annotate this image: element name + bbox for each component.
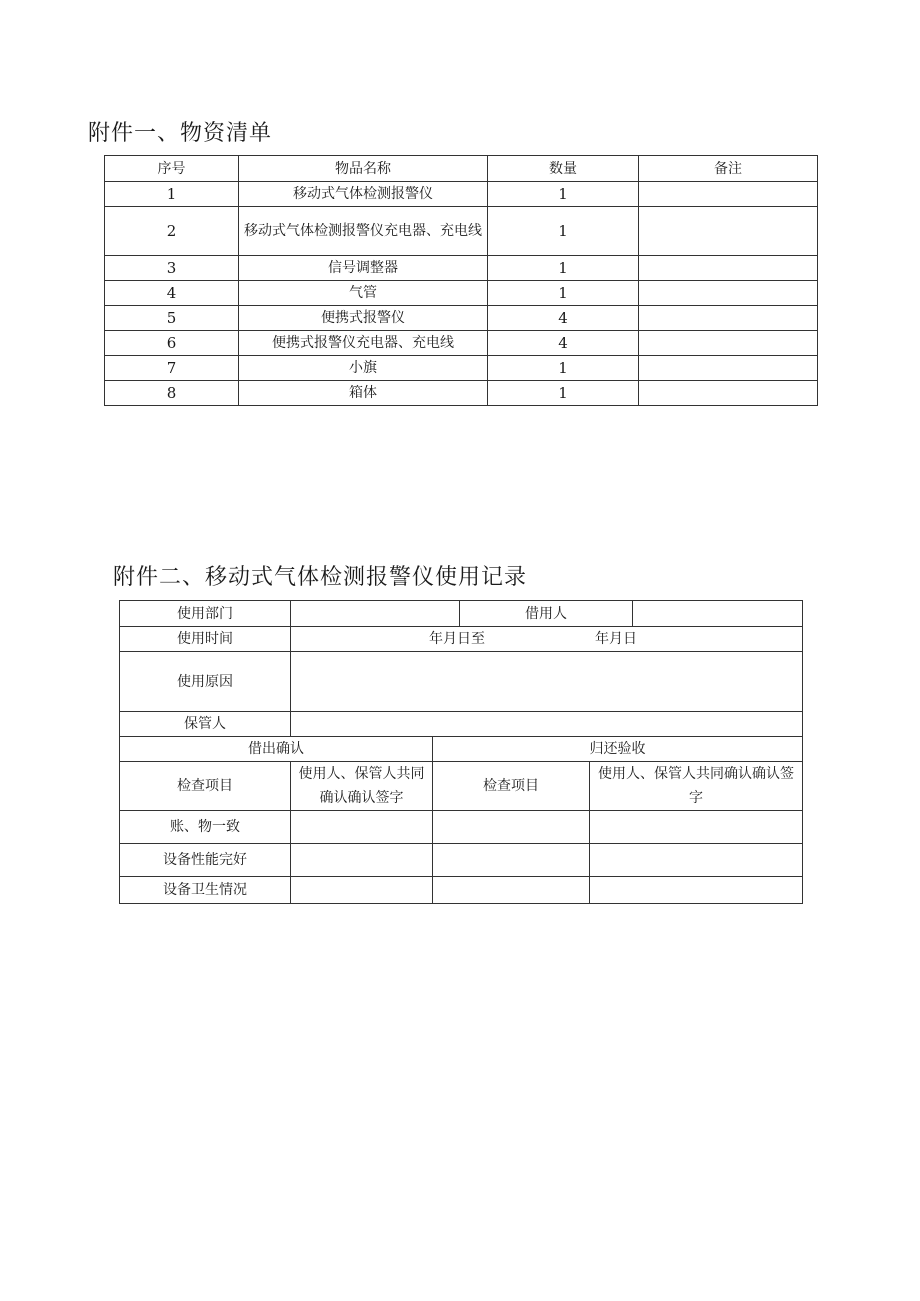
return-check-header: 归还验收: [433, 737, 803, 762]
row-qty: 1: [488, 182, 639, 207]
table-row: [105, 331, 818, 356]
check-cell-right[interactable]: [433, 844, 590, 877]
page-title-attachment-1: 附件一、物资清单: [88, 121, 273, 146]
check-row: [120, 844, 803, 877]
table-header-row: [105, 156, 818, 182]
row-qty: 1: [488, 207, 639, 256]
sign-cell-left[interactable]: [291, 844, 433, 877]
row-no: 1: [105, 182, 239, 207]
dept-row: [120, 601, 803, 627]
row-note[interactable]: [639, 331, 818, 356]
table-row: [105, 281, 818, 306]
sign-header-right: 使用人、保管人共同确认确认签字: [590, 762, 803, 811]
time-row: [120, 627, 803, 652]
header-note: 备注: [639, 156, 818, 182]
sign-cell-left[interactable]: [291, 811, 433, 844]
check-item-header-right: 检查项目: [433, 762, 590, 811]
material-list-table: [104, 155, 818, 406]
row-name: 信号调整器: [239, 256, 488, 281]
check-item: 账、物一致: [120, 811, 291, 844]
row-name: 便携式报警仪: [239, 306, 488, 331]
row-no: 2: [105, 207, 239, 256]
time-label: 使用时间: [120, 627, 291, 652]
table-row: [105, 356, 818, 381]
header-no: 序号: [105, 156, 239, 182]
row-no: 5: [105, 306, 239, 331]
row-no: 8: [105, 381, 239, 406]
sign-cell-right[interactable]: [590, 844, 803, 877]
lend-confirm-header: 借出确认: [120, 737, 433, 762]
sign-cell-right[interactable]: [590, 877, 803, 904]
check-item: 设备卫生情况: [120, 877, 291, 904]
time-value[interactable]: [291, 627, 803, 652]
table-row: [105, 182, 818, 207]
header-qty: 数量: [488, 156, 639, 182]
keeper-value[interactable]: [291, 712, 803, 737]
row-note[interactable]: [639, 182, 818, 207]
check-row: [120, 811, 803, 844]
check-row: [120, 877, 803, 904]
keeper-label: 保管人: [120, 712, 291, 737]
check-item: 设备性能完好: [120, 844, 291, 877]
row-qty: 1: [488, 381, 639, 406]
sign-header-left: 使用人、保管人共同确认确认签字: [291, 762, 433, 811]
header-name: 物品名称: [239, 156, 488, 182]
row-qty: 4: [488, 306, 639, 331]
row-qty: 1: [488, 256, 639, 281]
row-no: 3: [105, 256, 239, 281]
reason-label: 使用原因: [120, 652, 291, 712]
row-note[interactable]: [639, 281, 818, 306]
row-no: 4: [105, 281, 239, 306]
confirm-header-row: [120, 737, 803, 762]
row-no: 7: [105, 356, 239, 381]
check-cell-right[interactable]: [433, 811, 590, 844]
check-header-row: [120, 762, 803, 811]
row-note[interactable]: [639, 381, 818, 406]
dept-label: 使用部门: [120, 601, 291, 627]
row-name: 气管: [239, 281, 488, 306]
row-name: 小旗: [239, 356, 488, 381]
row-note[interactable]: [639, 256, 818, 281]
check-item-header-left: 检查项目: [120, 762, 291, 811]
row-qty: 1: [488, 281, 639, 306]
sign-cell-right[interactable]: [590, 811, 803, 844]
table-row: [105, 381, 818, 406]
page-title-attachment-2: 附件二、移动式气体检测报警仪使用记录: [113, 565, 528, 590]
table-row: [105, 207, 818, 256]
sign-cell-left[interactable]: [291, 877, 433, 904]
row-name: 移动式气体检测报警仪: [239, 182, 488, 207]
time-from: 年月日至: [429, 631, 485, 647]
keeper-row: [120, 712, 803, 737]
dept-value[interactable]: [291, 601, 460, 627]
row-note[interactable]: [639, 207, 818, 256]
table-row: [105, 256, 818, 281]
reason-row: [120, 652, 803, 712]
row-no: 6: [105, 331, 239, 356]
table-row: [105, 306, 818, 331]
row-note[interactable]: [639, 356, 818, 381]
borrower-label: 借用人: [460, 601, 633, 627]
usage-record-table: [119, 600, 803, 904]
reason-value[interactable]: [291, 652, 803, 712]
row-qty: 1: [488, 356, 639, 381]
row-note[interactable]: [639, 306, 818, 331]
time-to: 年月日: [595, 631, 637, 647]
row-name: 移动式气体检测报警仪充电器、充电线: [239, 207, 488, 256]
row-name: 便携式报警仪充电器、充电线: [239, 331, 488, 356]
row-name: 箱体: [239, 381, 488, 406]
borrower-value[interactable]: [633, 601, 803, 627]
check-cell-right[interactable]: [433, 877, 590, 904]
row-qty: 4: [488, 331, 639, 356]
